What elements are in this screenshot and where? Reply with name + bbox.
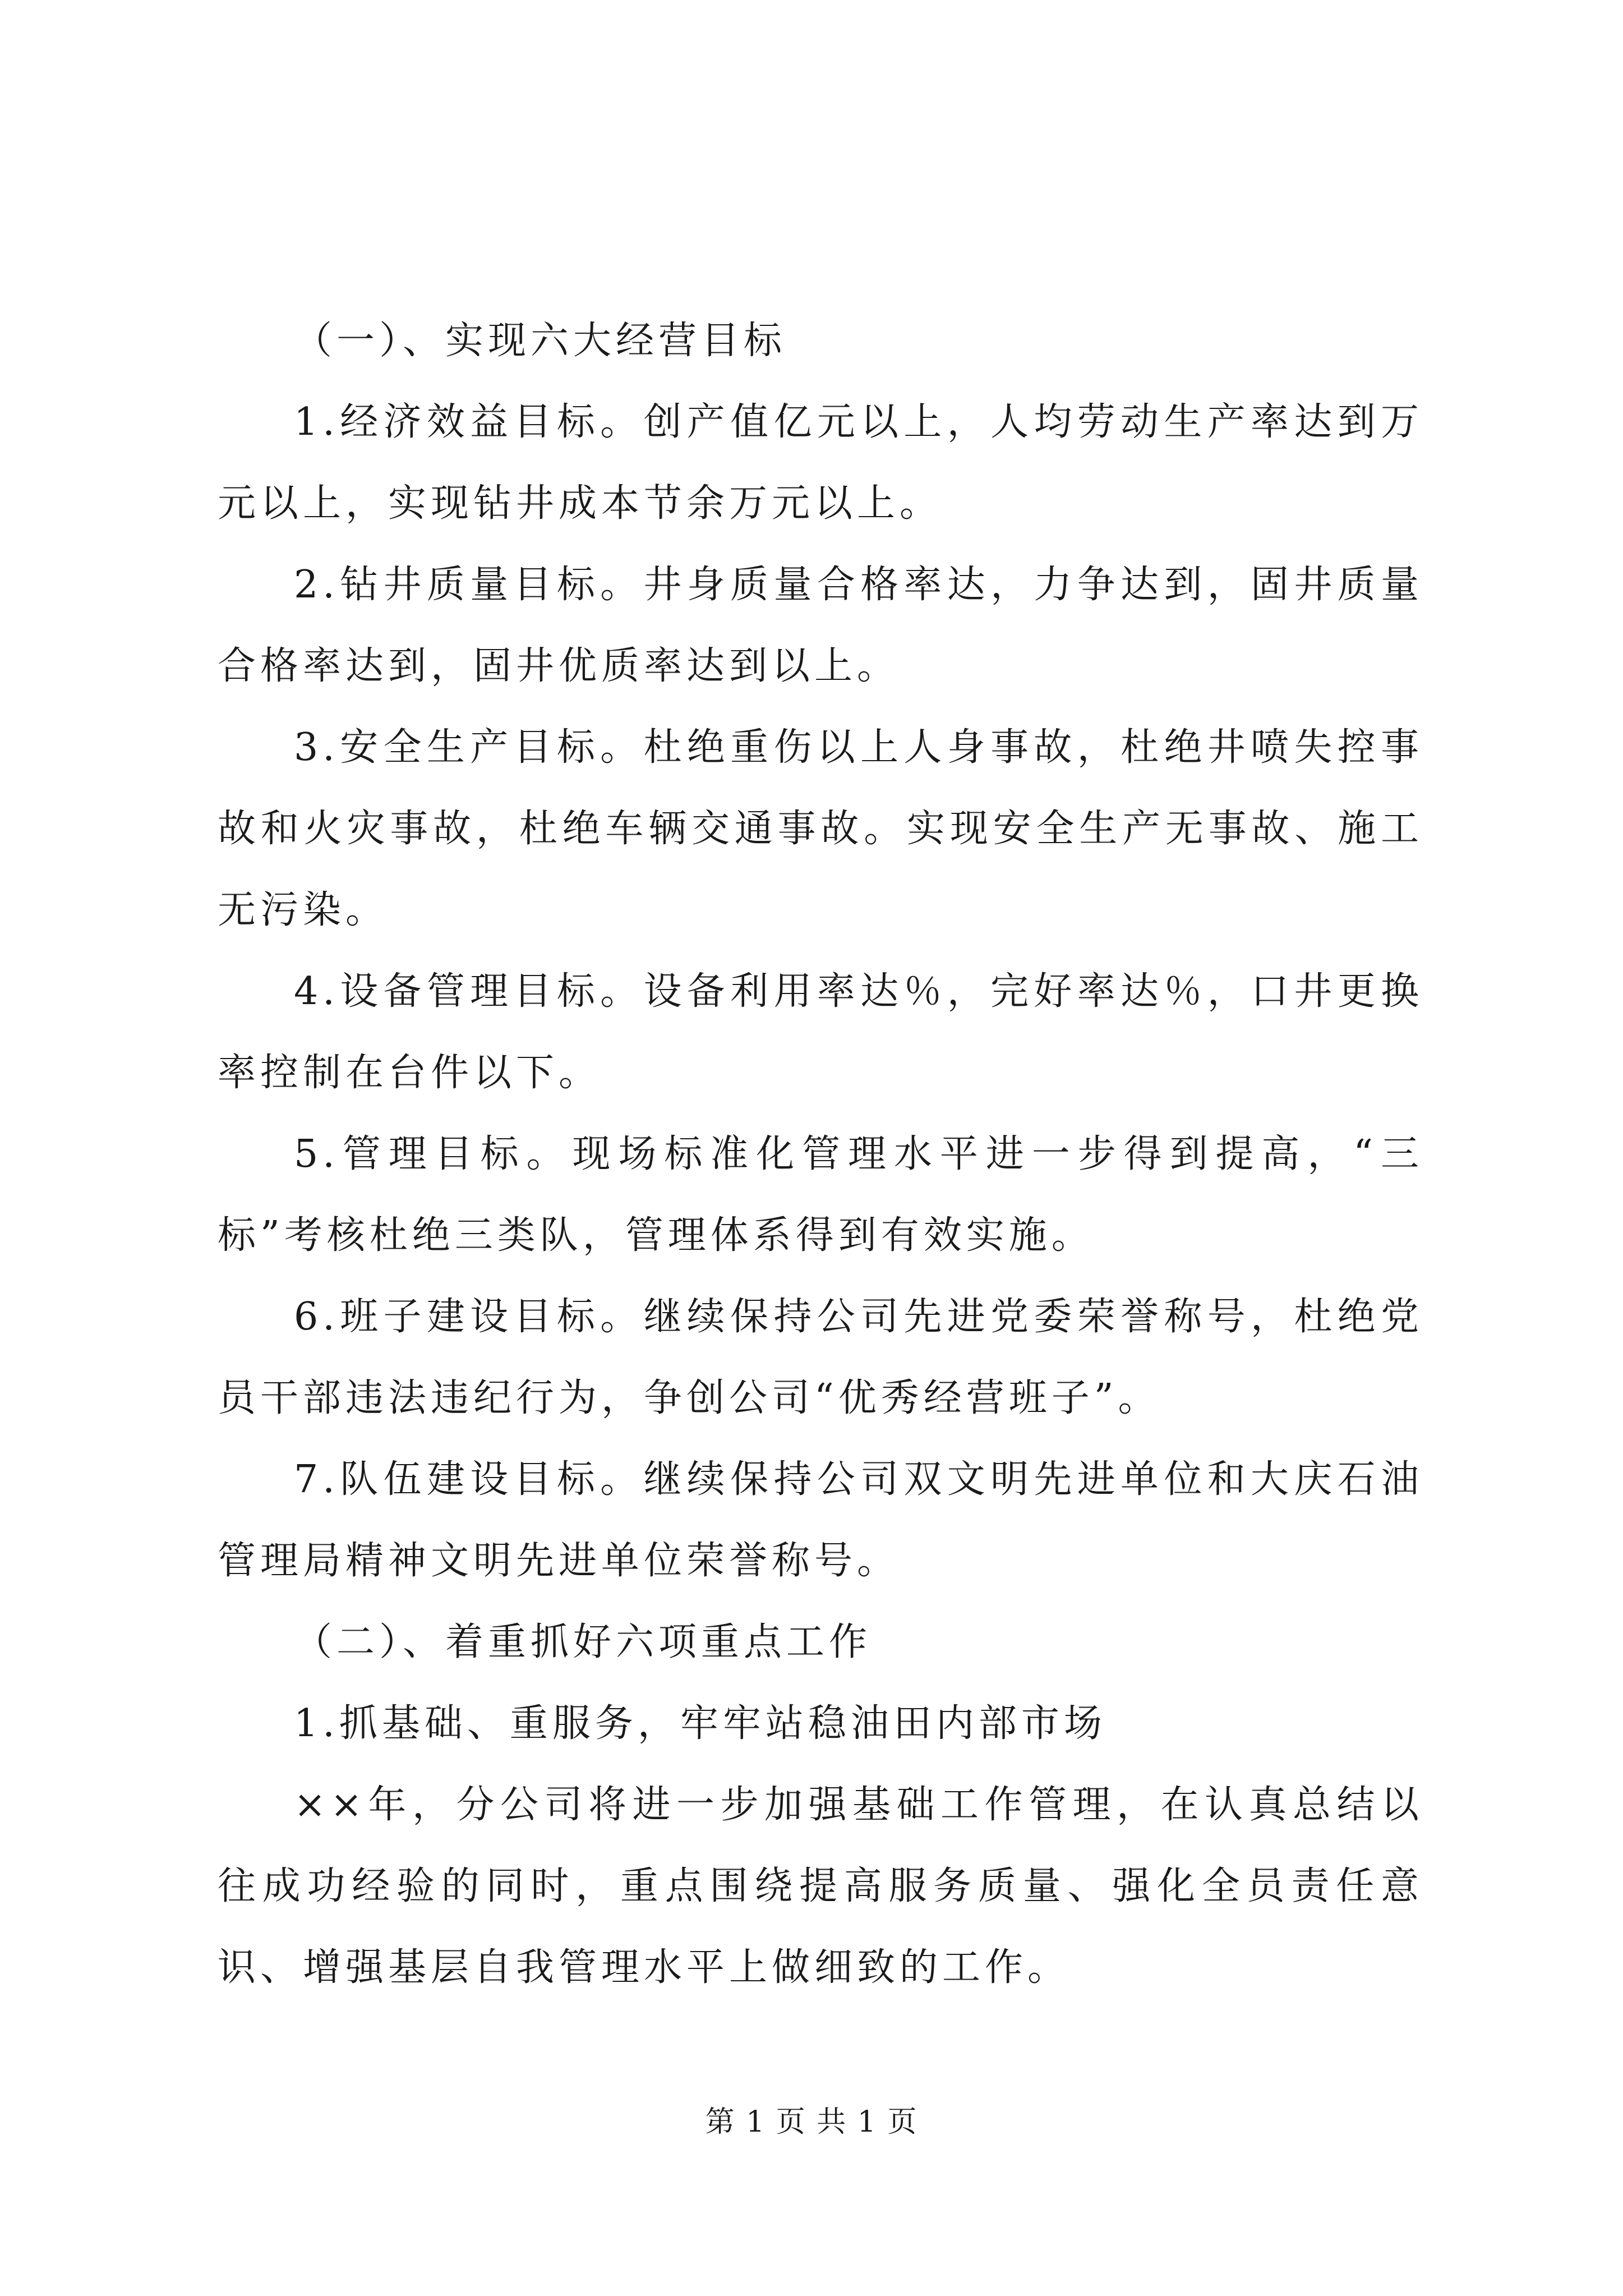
section-heading-1: （一）、实现六大经营目标 (294, 319, 787, 363)
goal-item-2: 2.钻井质量目标。井身质量合格率达，力争达到，固井质量合格率达到，固井优质率达到以上。 (218, 563, 1423, 688)
goal-item-7: 7.队伍建设目标。继续保持公司双文明先进单位和大庆石油管理局精神文明先进单位荣誉称号。 (218, 1457, 1423, 1583)
work-body-paragraph: ××年，分公司将进一步加强基础工作管理，在认真总结以往成功经验的同时，重点围绕提高服务质量、强化全员责任意识、增强基层自我管理水平上做细致的工作。 (218, 1783, 1423, 1990)
goal-item-4: 4.设备管理目标。设备利用率达％，完好率达％，口井更换率控制在台件以下。 (218, 969, 1423, 1095)
goal-item-1: 1.经济效益目标。创产值亿元以上，人均劳动生产率达到万元以上，实现钻井成本节余万元以上。 (218, 400, 1423, 526)
section-heading-2: （二）、着重抓好六项重点工作 (294, 1620, 872, 1664)
goal-item-5: 5.管理目标。现场标准化管理水平进一步得到提高，“三标”考核杜绝三类队，管理体系得到有效实施。 (218, 1132, 1423, 1258)
page-footer: 第 1 页 共 1 页 (705, 2105, 918, 2139)
goal-item-6: 6.班子建设目标。继续保持公司先进党委荣誉称号，杜绝党员干部违法违纪行为，争创公司“优秀经营班子”。 (218, 1295, 1423, 1420)
work-subheading-1: 1.抓基础、重服务，牢牢站稳油田内部市场 (294, 1701, 1106, 1746)
goal-item-3: 3.安全生产目标。杜绝重伤以上人身事故，杜绝井喷失控事故和火灾事故，杜绝车辆交通事故。实现安全生产无事故、施工无污染。 (218, 725, 1423, 932)
document-body (218, 300, 1423, 2008)
